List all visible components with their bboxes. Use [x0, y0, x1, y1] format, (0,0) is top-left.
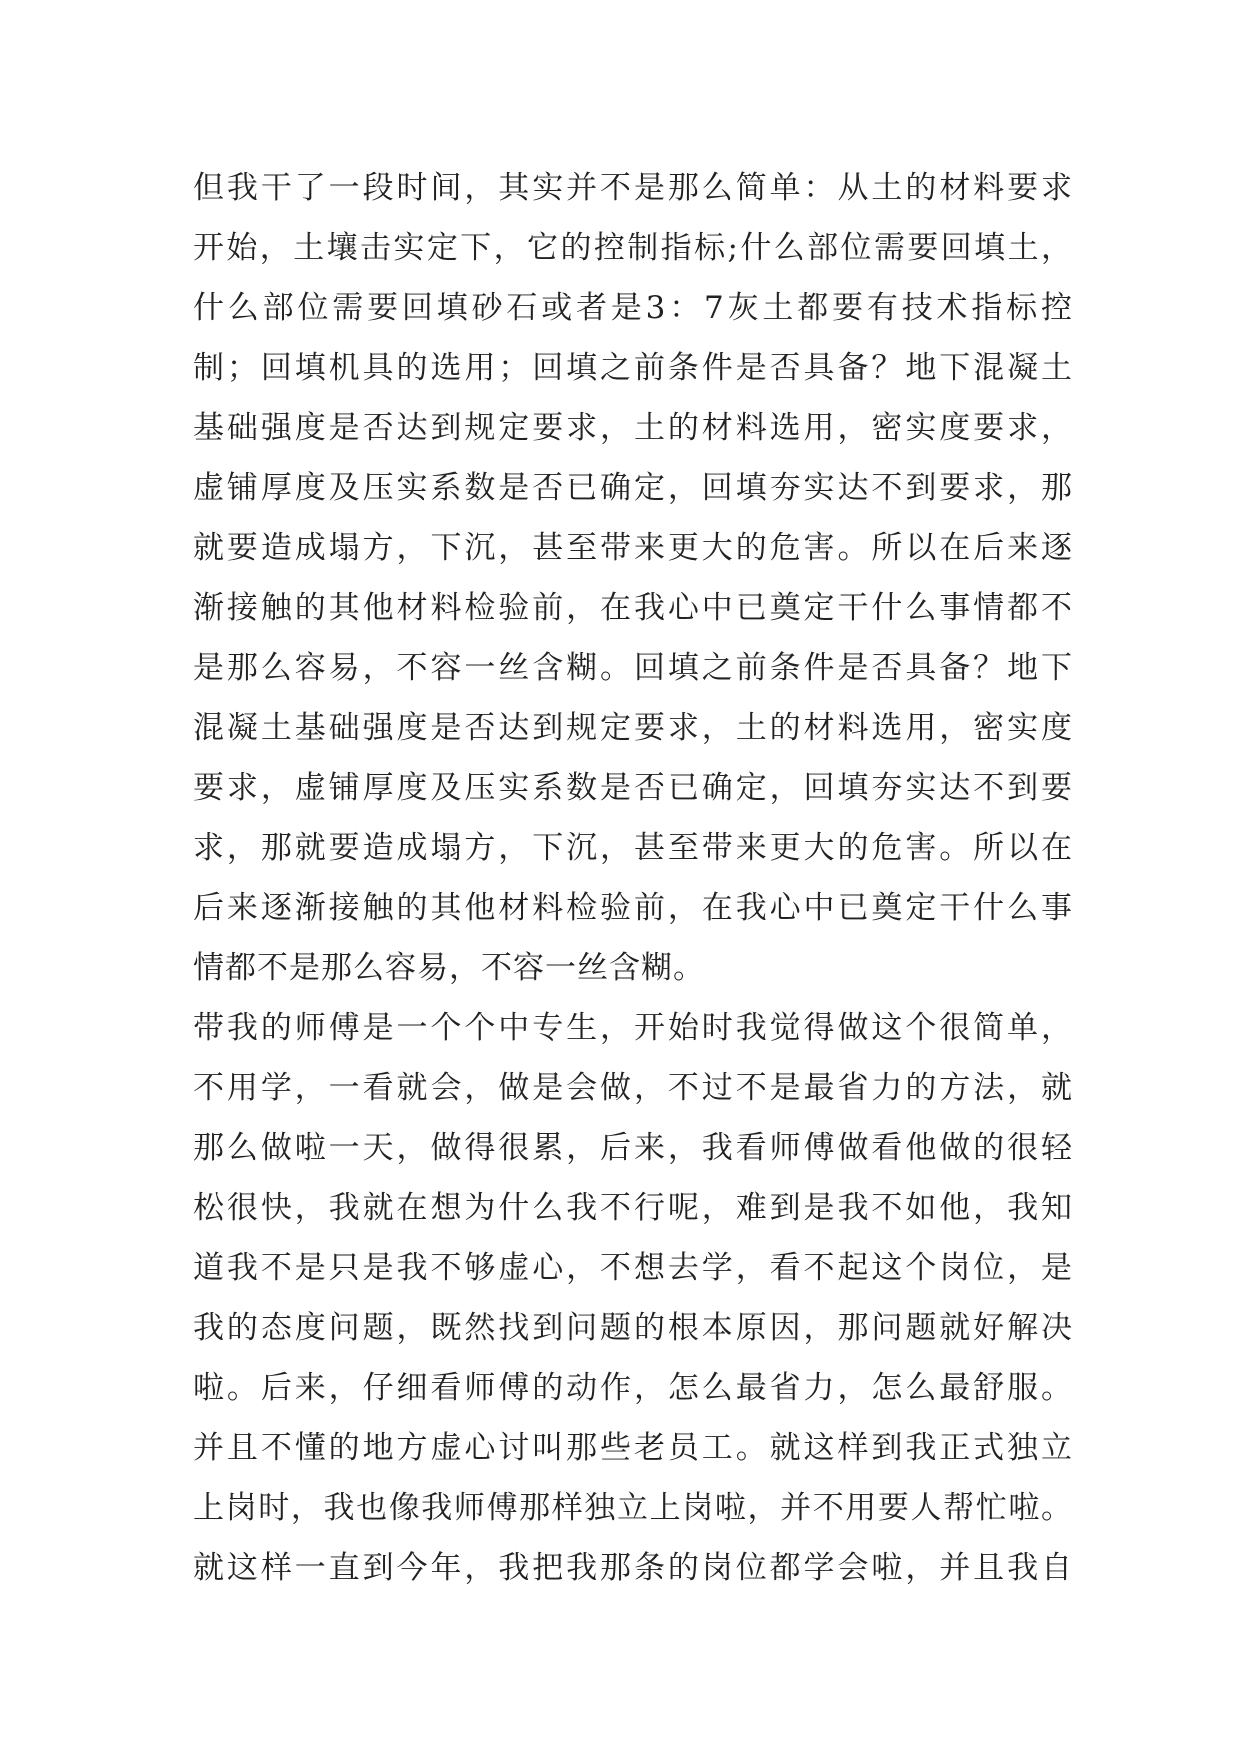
text-line: 后来逐渐接触的其他材料检验前，在我心中已奠定干什么事 [193, 890, 1073, 926]
text-line: 基础强度是否达到规定要求，土的材料选用，密实度要求， [193, 410, 1073, 446]
text-line: 制；回填机具的选用；回填之前条件是否具备？地下混凝土 [193, 350, 1073, 386]
text-line: 我的态度问题，既然找到问题的根本原因，那问题就好解决 [193, 1310, 1073, 1346]
text-line: 求，那就要造成塌方，下沉，甚至带来更大的危害。所以在 [193, 830, 1073, 866]
text-line: 带我的师傅是一个个中专生，开始时我觉得做这个很简单， [193, 1010, 1073, 1046]
text-line: 但我干了一段时间，其实并不是那么简单：从土的材料要求 [193, 170, 1073, 206]
text-line: 就这样一直到今年，我把我那条的岗位都学会啦，并且我自 [193, 1550, 1073, 1586]
text-line: 啦。后来，仔细看师傅的动作，怎么最省力，怎么最舒服。 [193, 1370, 1073, 1406]
text-line: 什么部位需要回填砂石或者是3：7灰土都要有技术指标控 [193, 290, 1073, 326]
text-line: 那么做啦一天，做得很累，后来，我看师傅做看他做的很轻 [193, 1130, 1073, 1166]
text-line: 开始，土壤击实定下，它的控制指标;什么部位需要回填土， [193, 230, 1073, 266]
text-line: 并且不懂的地方虚心讨叫那些老员工。就这样到我正式独立 [193, 1430, 1073, 1466]
text-line: 上岗时，我也像我师傅那样独立上岗啦，并不用要人帮忙啦。 [193, 1490, 1073, 1526]
text-line: 虚铺厚度及压实系数是否已确定，回填夯实达不到要求，那 [193, 470, 1073, 506]
text-line: 松很快，我就在想为什么我不行呢，难到是我不如他，我知 [193, 1190, 1073, 1226]
text-line: 情都不是那么容易，不容一丝含糊。 [193, 950, 705, 986]
text-line: 不用学，一看就会，做是会做，不过不是最省力的方法，就 [193, 1070, 1073, 1106]
text-line: 渐接触的其他材料检验前，在我心中已奠定干什么事情都不 [193, 590, 1073, 626]
text-line: 就要造成塌方，下沉，甚至带来更大的危害。所以在后来逐 [193, 530, 1073, 566]
document-body [193, 158, 1073, 1598]
text-line: 要求，虚铺厚度及压实系数是否已确定，回填夯实达不到要 [193, 770, 1073, 806]
text-line: 混凝土基础强度是否达到规定要求，土的材料选用，密实度 [193, 710, 1073, 746]
text-line: 是那么容易，不容一丝含糊。回填之前条件是否具备？地下 [193, 650, 1073, 686]
text-line: 道我不是只是我不够虚心，不想去学，看不起这个岗位，是 [193, 1250, 1073, 1286]
